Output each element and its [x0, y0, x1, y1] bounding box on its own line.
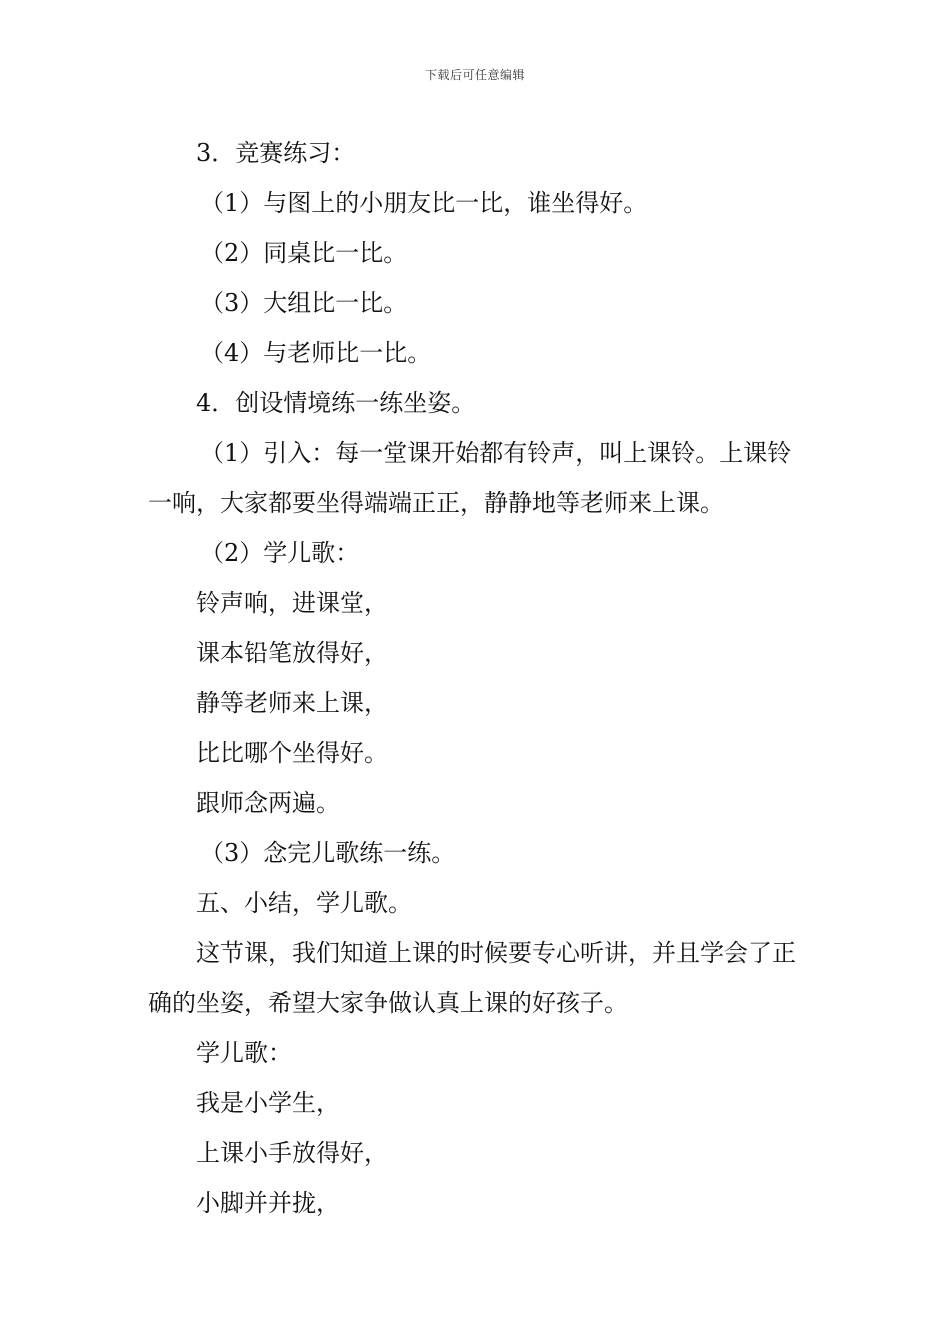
poem-line: 比比哪个坐得好。 — [196, 739, 388, 767]
poem-line: 铃声响，进课堂， — [196, 589, 388, 617]
poem-line: 上课小手放得好， — [196, 1139, 388, 1167]
paragraph: 3．竞赛练习： — [196, 139, 356, 167]
poem-line: 小脚并并拢， — [196, 1189, 340, 1217]
poem-line: 课本铅笔放得好， — [196, 639, 388, 667]
paragraph: （2）同桌比一比。 — [200, 239, 408, 267]
paragraph: 学儿歌： — [196, 1039, 292, 1067]
poem-line: 静等老师来上课， — [196, 689, 388, 717]
paragraph: （1）引入：每一堂课开始都有铃声，叫上课铃。上课铃一响，大家都要坐得端端正正，静静地等老师来上课。 — [148, 439, 792, 517]
paragraph: （3）念完儿歌练一练。 — [200, 839, 456, 867]
paragraph: （2）学儿歌： — [200, 539, 360, 567]
paragraph: 4．创设情境练一练坐姿。 — [196, 389, 476, 417]
page-header: 下载后可任意编辑 — [424, 68, 525, 82]
paragraph: （4）与老师比一比。 — [200, 339, 432, 367]
document-body — [148, 128, 808, 1228]
paragraph: （1）与图上的小朋友比一比，谁坐得好。 — [200, 189, 648, 217]
poem-line: 我是小学生， — [196, 1089, 340, 1117]
section-heading: 五、小结，学儿歌。 — [196, 889, 412, 917]
paragraph: 跟师念两遍。 — [196, 789, 340, 817]
paragraph: （3）大组比一比。 — [200, 289, 408, 317]
paragraph: 这节课，我们知道上课的时候要专心听讲，并且学会了正确的坐姿，希望大家争做认真上课的好孩子。 — [148, 939, 796, 1017]
